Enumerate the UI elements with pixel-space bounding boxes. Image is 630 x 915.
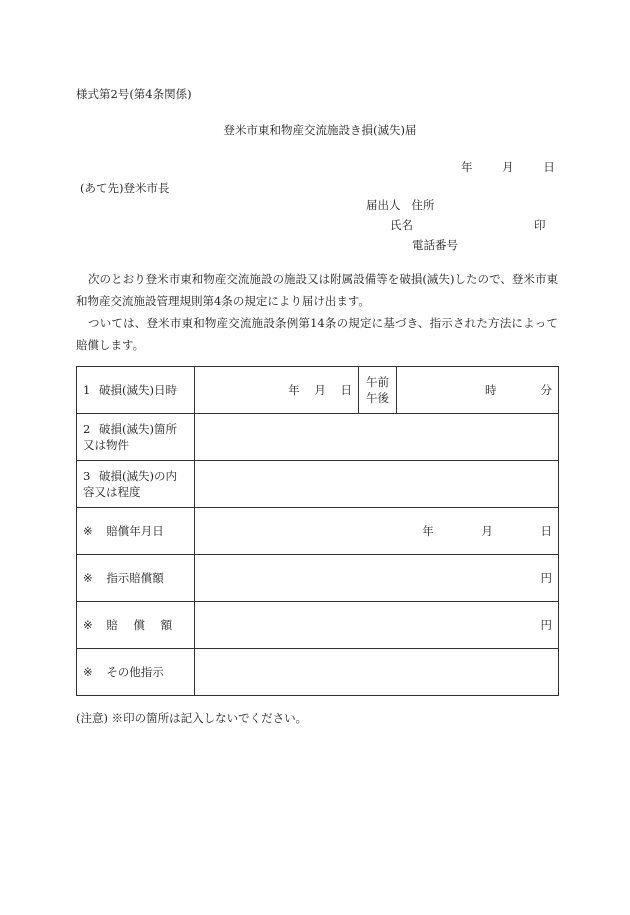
seal-mark: 印 [534,218,546,232]
applicant-name-label: 氏名 [390,218,413,232]
addressee: (あて先)登米市長 [80,181,170,195]
row-label: ※ 賠 償 額 [77,602,195,649]
table-row [77,367,559,414]
compensation-amount-field[interactable]: 円 [195,602,559,649]
damage-time-field[interactable]: 時 分 [397,367,559,414]
date-line: 年 月 日 [461,160,555,174]
table-row [77,555,559,602]
instructed-compensation-field[interactable]: 円 [195,555,559,602]
damage-location-field[interactable] [195,414,559,461]
pm-option[interactable]: 午後 [366,391,389,405]
form-title [0,122,630,138]
table-row [77,602,559,649]
body-paragraph-1: 次のとおり登米市東和物産交流施設の施設又は附属設備等を破損(滅失)したので、登米市東和物産交流施設管理規則第4条の規定により届け出ます。 [76,272,558,308]
applicant-phone-label: 電話番号 [412,238,458,252]
form-title-text: 登米市東和物産交流施設き損(滅失)届 [223,123,417,137]
am-pm-selector[interactable] [359,367,397,414]
row-label: 1 破損(滅失)日時 [77,367,195,414]
other-instructions-field[interactable] [195,649,559,696]
footnote: (注意) ※印の箇所は記入しないでください。 [76,711,308,725]
damage-date-field[interactable]: 年 月 日 [195,367,359,414]
row-label: 2 破損(滅失)箇所又は物件 [77,414,195,461]
body-paragraph-2: ついては、登米市東和物産交流施設条例第14条の規定に基づき、指示された方法によって賠償します。 [76,316,558,352]
row-label: ※ 賠償年月日 [77,508,195,555]
applicant-address-line: 届出人 住所 [366,198,435,212]
row-label: 3 破損(滅失)の内容又は程度 [77,461,195,508]
am-option[interactable]: 午前 [366,375,389,389]
row-label: ※ 指示賠償額 [77,555,195,602]
table-row [77,414,559,461]
damage-report-table [76,366,559,696]
row-label: ※ その他指示 [77,649,195,696]
form-number: 様式第2号(第4条関係) [76,87,192,101]
table-row [77,461,559,508]
table-row [77,649,559,696]
compensation-date-field[interactable]: 年 月 日 [195,508,559,555]
table-row [77,508,559,555]
damage-detail-field[interactable] [195,461,559,508]
